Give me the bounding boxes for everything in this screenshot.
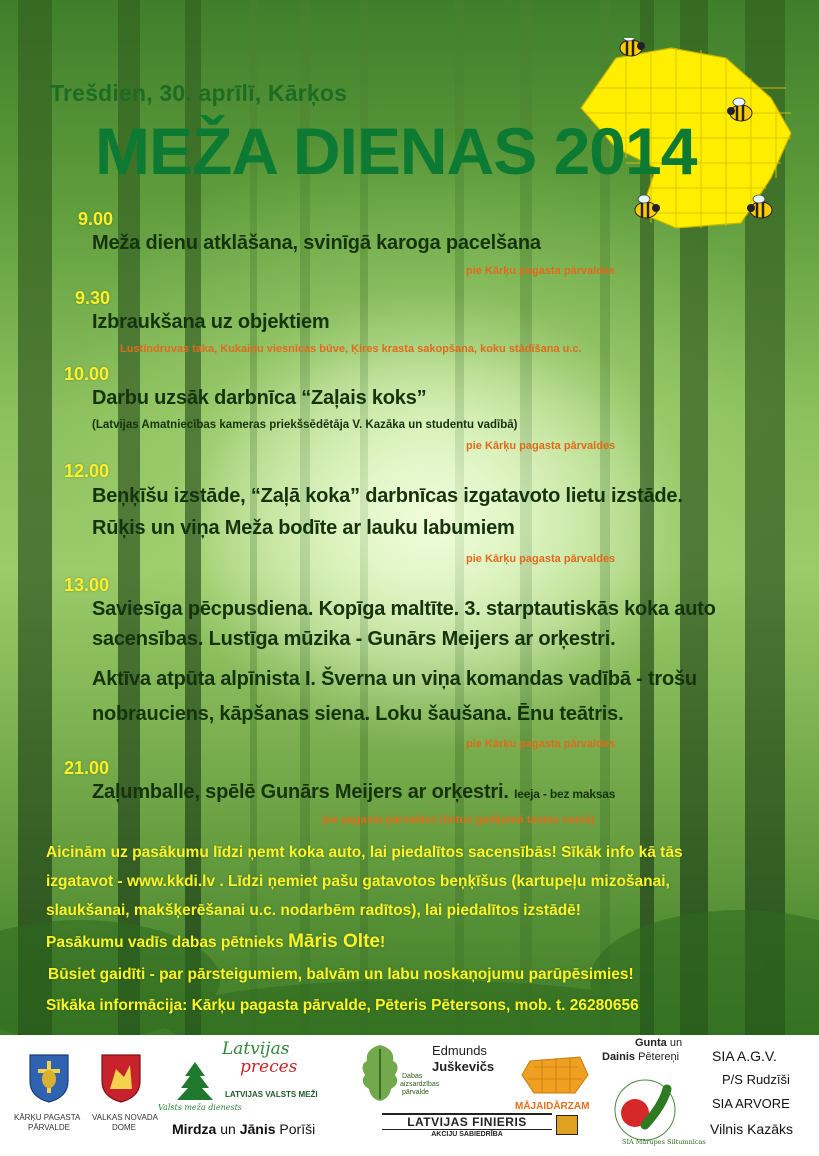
info-line: Aicinām uz pasākumu līdzi ņemt koka auto, lai piedalītos sacensībās! Sīkāk info kā tās: [46, 844, 683, 861]
lvm-logo-text: LATVIJAS VALSTS MEŽI: [225, 1090, 318, 1099]
valka-label: DOME: [112, 1123, 136, 1132]
schedule-location: pie Kārķu pagasta pārvaldes: [466, 265, 616, 277]
karku-coat-of-arms-icon: [28, 1053, 70, 1103]
edmunds-sponsor: Edmunds: [432, 1043, 487, 1058]
schedule-location: pie Kārķu pagasta pārvaldes: [466, 553, 616, 565]
schedule-activity: Rūķis un viņa Meža bodīte ar lauku labumiem: [92, 517, 515, 539]
finieris-sub: AKCIJU SABIEDRĪBA: [431, 1131, 503, 1138]
schedule-note: (Latvijas Amatniecības kameras priekšsēdētāja V. Kazāka un studentu vadībā): [92, 419, 518, 431]
vegetables-icon: [605, 1075, 685, 1145]
porisi-sponsor: Mirdza un Jānis Porīši: [172, 1121, 316, 1137]
schedule-time: 9.00: [78, 209, 114, 229]
schedule-activity: Zaļumballe, spēlē Gunārs Meijers ar orķestri. Ieeja - bez maksas: [92, 781, 616, 803]
valka-coat-of-arms-icon: [100, 1053, 142, 1103]
schedule-time: 13.00: [64, 575, 110, 595]
dabas-logo-text: aizsardzības: [400, 1081, 440, 1088]
event-date: Trešdien, 30. aprīlī, Kārķos: [50, 80, 348, 106]
karku-label: KĀRĶU PAGASTA: [14, 1113, 81, 1122]
oak-leaf-icon: [355, 1041, 405, 1103]
info-line: izgatavot - www.kkdi.lv . Līdzi ņemiet pašu gatavotos beņķīšus (kartupeļu mizošanai,: [46, 873, 670, 890]
schedule-time: 10.00: [64, 364, 110, 384]
schedule-location: pie Kārķu pagasta pārvaldes: [466, 738, 616, 750]
sponsor-strip: [0, 1035, 819, 1156]
schedule-time: 21.00: [64, 758, 110, 778]
contact-line: Sīkāka informācija: Kārķu pagasta pārvalde, Pēteris Pētersons, mob. t. 26280656: [46, 997, 639, 1014]
schedule-activity: Meža dienu atklāšana, svinīgā karoga pacelšana: [92, 232, 541, 254]
host-line: Pasākumu vadīs dabas pētnieks Māris Olte!: [46, 931, 386, 952]
gunta-dainis-sponsor: Dainis Pētereņi: [602, 1051, 680, 1063]
gunta-dainis-sponsor: Gunta un: [635, 1037, 683, 1049]
honeycomb-logo-icon: [520, 1053, 590, 1097]
entry-fee-note: Ieeja - bez maksas: [514, 787, 616, 801]
host-name: Māris Olte: [288, 931, 380, 952]
schedule-activity: Aktīva atpūta alpīnista I. Šverna un viņa komandas vadībā - trošu: [92, 668, 697, 690]
dabas-logo-text: pārvalde: [402, 1089, 429, 1096]
schedule-location: Lustīndruvas taka, Kukaiņu viesnīcas būve, Ķires krasta sakopšana, koku stādīšana u.c.: [120, 343, 582, 355]
dabas-logo-text: Dabas: [402, 1073, 423, 1080]
info-line: slaukšanai, makšķerēšanai u.c. nodarbēm radītos), lai piedalītos izstādē!: [46, 902, 581, 919]
agv-sponsor: SIA A.G.V.: [712, 1048, 777, 1064]
schedule-activity: Izbraukšana uz objektiem: [92, 311, 330, 333]
majai-darzam-logo: MĀJAIDĀRZAM: [515, 1101, 590, 1112]
edmunds-sponsor: Juškevičs: [432, 1059, 495, 1074]
finieris-logo: LATVIJAS FINIERIS: [382, 1113, 552, 1130]
page-title: MEŽA DIENAS 2014: [95, 114, 697, 188]
arvore-sponsor: SIA ARVORE: [712, 1096, 790, 1111]
lv-preces-logo: preces: [240, 1057, 298, 1077]
valka-label: VALKAS NOVADA: [92, 1113, 158, 1122]
schedule-location: pie pagasta pārvaldes (lietus gadījumā tautas namā): [322, 814, 595, 826]
rudzisi-sponsor: P/S Rudzīši: [722, 1072, 790, 1087]
schedule-time: 9.30: [75, 288, 111, 308]
karku-label: PĀRVALDE: [28, 1123, 70, 1132]
pine-tree-icon: [175, 1060, 215, 1102]
surprises-line: Būsiet gaidīti - par pārsteigumiem, balvām un labu noskaņojumu parūpēsimies!: [48, 966, 634, 983]
lv-preces-logo: Latvijas: [222, 1039, 290, 1059]
kazaks-sponsor: Vilnis Kazāks: [710, 1121, 794, 1137]
schedule-activity: sacensības. Lustīga mūzika - Gunārs Meijers ar orķestri.: [92, 628, 616, 650]
finieris-cube-icon: [556, 1115, 578, 1135]
schedule-activity: Darbu uzsāk darbnīca “Zaļais koks”: [92, 387, 427, 409]
schedule-time: 12.00: [64, 461, 110, 481]
schedule-activity: nobrauciens, kāpšanas siena. Loku šaušana. Ēnu teātris.: [92, 703, 624, 725]
schedule-activity: Saviesīga pēcpusdiena. Kopīga maltīte. 3. starptautiskās koka auto: [92, 598, 716, 620]
schedule-location: pie Kārķu pagasta pārvaldes: [466, 440, 616, 452]
siltumnicas-logo: SIA Mārupes Siltumnīcas: [622, 1138, 706, 1146]
vmd-logo-text: Valsts meža dienests: [158, 1103, 242, 1112]
schedule-activity: Beņķīšu izstāde, “Zaļā koka” darbnīcas izgatavoto lietu izstāde.: [92, 485, 683, 507]
